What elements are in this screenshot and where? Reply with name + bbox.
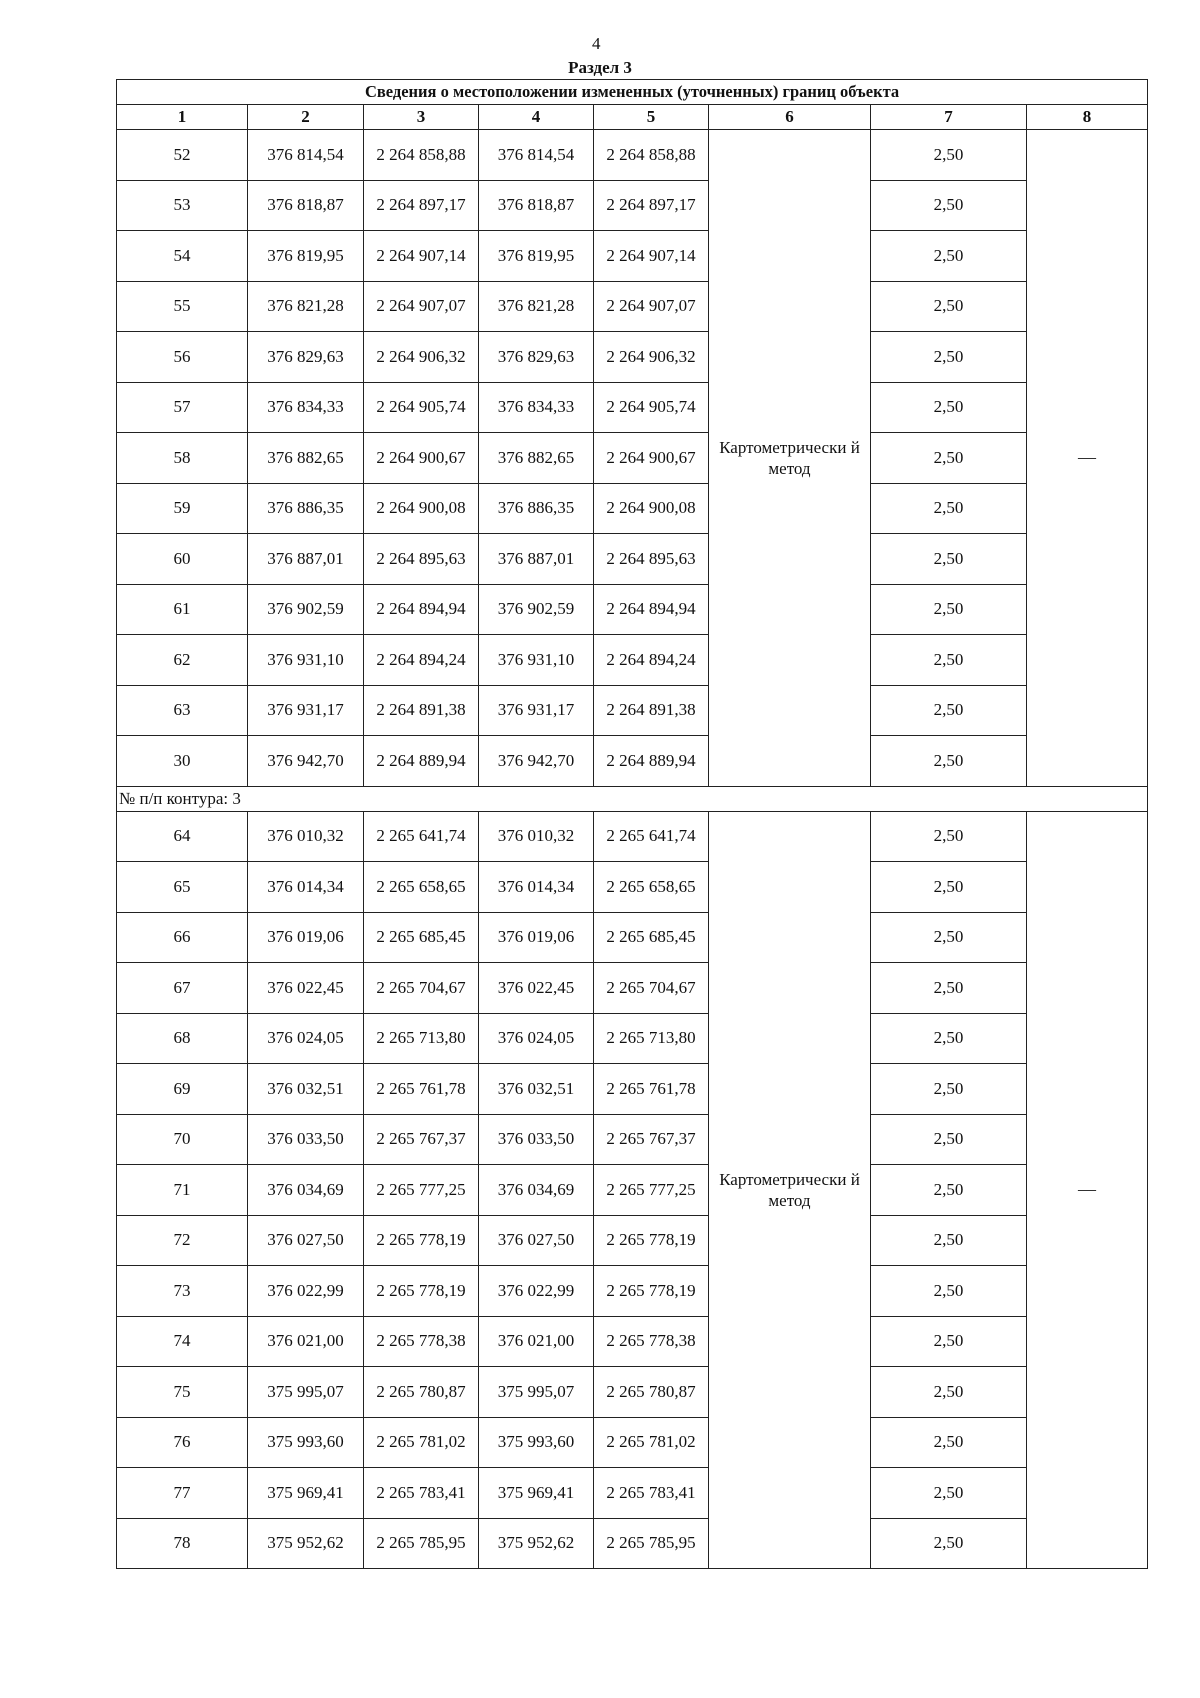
x-new-cell: 376 821,28 — [479, 281, 594, 332]
y-new-cell: 2 265 685,45 — [594, 912, 709, 963]
x-new-cell: 376 019,06 — [479, 912, 594, 963]
x-old-cell: 376 834,33 — [248, 382, 364, 433]
y-new-cell: 2 264 906,32 — [594, 332, 709, 383]
x-new-cell: 376 034,69 — [479, 1165, 594, 1216]
y-new-cell: 2 265 780,87 — [594, 1367, 709, 1418]
x-new-cell: 376 834,33 — [479, 382, 594, 433]
table-row — [117, 1266, 1148, 1317]
y-new-cell: 2 264 894,94 — [594, 584, 709, 635]
x-new-cell: 375 995,07 — [479, 1367, 594, 1418]
point-number-cell: 66 — [117, 912, 248, 963]
accuracy-cell: 2,50 — [871, 382, 1027, 433]
x-new-cell: 376 902,59 — [479, 584, 594, 635]
accuracy-cell: 2,50 — [871, 1518, 1027, 1569]
accuracy-cell: 2,50 — [871, 180, 1027, 231]
y-old-cell: 2 264 894,94 — [364, 584, 479, 635]
point-number-cell: 62 — [117, 635, 248, 686]
accuracy-cell: 2,50 — [871, 1165, 1027, 1216]
x-old-cell: 376 024,05 — [248, 1013, 364, 1064]
x-old-cell: 375 969,41 — [248, 1468, 364, 1519]
column-number: 8 — [1027, 105, 1148, 130]
table-row — [117, 736, 1148, 787]
y-old-cell: 2 264 894,24 — [364, 635, 479, 686]
x-old-cell: 376 010,32 — [248, 811, 364, 862]
table-row — [117, 685, 1148, 736]
x-new-cell: 375 952,62 — [479, 1518, 594, 1569]
x-old-cell: 375 995,07 — [248, 1367, 364, 1418]
y-new-cell: 2 265 761,78 — [594, 1064, 709, 1115]
y-new-cell: 2 265 767,37 — [594, 1114, 709, 1165]
x-old-cell: 376 887,01 — [248, 534, 364, 585]
y-new-cell: 2 265 781,02 — [594, 1417, 709, 1468]
y-new-cell: 2 265 641,74 — [594, 811, 709, 862]
accuracy-cell: 2,50 — [871, 130, 1027, 181]
point-number-cell: 77 — [117, 1468, 248, 1519]
table-caption: Сведения о местоположении измененных (уточненных) границ объекта — [117, 80, 1148, 105]
point-number-cell: 72 — [117, 1215, 248, 1266]
y-old-cell: 2 265 778,38 — [364, 1316, 479, 1367]
y-old-cell: 2 264 900,08 — [364, 483, 479, 534]
accuracy-cell: 2,50 — [871, 1266, 1027, 1317]
x-old-cell: 376 019,06 — [248, 912, 364, 963]
point-number-cell: 52 — [117, 130, 248, 181]
table-row — [117, 1468, 1148, 1519]
table-row — [117, 1417, 1148, 1468]
x-new-cell: 376 014,34 — [479, 862, 594, 913]
x-old-cell: 376 021,00 — [248, 1316, 364, 1367]
x-old-cell: 376 033,50 — [248, 1114, 364, 1165]
x-old-cell: 376 814,54 — [248, 130, 364, 181]
x-old-cell: 375 993,60 — [248, 1417, 364, 1468]
x-new-cell: 376 819,95 — [479, 231, 594, 282]
table-row — [117, 1064, 1148, 1115]
point-number-cell: 65 — [117, 862, 248, 913]
column-number: 4 — [479, 105, 594, 130]
column-number: 7 — [871, 105, 1027, 130]
column-number: 3 — [364, 105, 479, 130]
table-row — [117, 382, 1148, 433]
x-old-cell: 376 014,34 — [248, 862, 364, 913]
x-old-cell: 376 818,87 — [248, 180, 364, 231]
table-row — [117, 130, 1148, 181]
y-old-cell: 2 264 905,74 — [364, 382, 479, 433]
boundary-coordinates-table — [116, 79, 1148, 1569]
x-new-cell: 376 021,00 — [479, 1316, 594, 1367]
accuracy-cell: 2,50 — [871, 231, 1027, 282]
x-old-cell: 376 022,45 — [248, 963, 364, 1014]
table-row — [117, 1215, 1148, 1266]
y-old-cell: 2 264 897,17 — [364, 180, 479, 231]
accuracy-cell: 2,50 — [871, 1215, 1027, 1266]
x-old-cell: 376 886,35 — [248, 483, 364, 534]
point-number-cell: 73 — [117, 1266, 248, 1317]
point-number-cell: 75 — [117, 1367, 248, 1418]
point-number-cell: 64 — [117, 811, 248, 862]
point-number-cell: 56 — [117, 332, 248, 383]
x-old-cell: 375 952,62 — [248, 1518, 364, 1569]
y-new-cell: 2 265 778,38 — [594, 1316, 709, 1367]
y-old-cell: 2 264 907,14 — [364, 231, 479, 282]
y-old-cell: 2 265 777,25 — [364, 1165, 479, 1216]
x-old-cell: 376 022,99 — [248, 1266, 364, 1317]
column-number: 5 — [594, 105, 709, 130]
accuracy-cell: 2,50 — [871, 483, 1027, 534]
y-old-cell: 2 265 778,19 — [364, 1266, 479, 1317]
table-row — [117, 483, 1148, 534]
point-number-cell: 53 — [117, 180, 248, 231]
y-old-cell: 2 265 685,45 — [364, 912, 479, 963]
y-old-cell: 2 265 767,37 — [364, 1114, 479, 1165]
x-new-cell: 376 931,10 — [479, 635, 594, 686]
table-row — [117, 1367, 1148, 1418]
y-new-cell: 2 264 907,07 — [594, 281, 709, 332]
point-number-cell: 78 — [117, 1518, 248, 1569]
table-row — [117, 433, 1148, 484]
y-new-cell: 2 264 900,08 — [594, 483, 709, 534]
note-cell: — — [1027, 811, 1148, 1569]
accuracy-cell: 2,50 — [871, 685, 1027, 736]
x-new-cell: 376 818,87 — [479, 180, 594, 231]
x-old-cell: 376 032,51 — [248, 1064, 364, 1115]
x-old-cell: 376 931,17 — [248, 685, 364, 736]
x-old-cell: 376 931,10 — [248, 635, 364, 686]
point-number-cell: 57 — [117, 382, 248, 433]
y-new-cell: 2 265 783,41 — [594, 1468, 709, 1519]
x-new-cell: 376 942,70 — [479, 736, 594, 787]
x-old-cell: 376 882,65 — [248, 433, 364, 484]
y-old-cell: 2 264 900,67 — [364, 433, 479, 484]
y-old-cell: 2 264 895,63 — [364, 534, 479, 585]
y-new-cell: 2 264 907,14 — [594, 231, 709, 282]
point-number-cell: 69 — [117, 1064, 248, 1115]
y-new-cell: 2 265 785,95 — [594, 1518, 709, 1569]
accuracy-cell: 2,50 — [871, 584, 1027, 635]
x-new-cell: 375 993,60 — [479, 1417, 594, 1468]
x-new-cell: 376 931,17 — [479, 685, 594, 736]
x-new-cell: 376 027,50 — [479, 1215, 594, 1266]
accuracy-cell: 2,50 — [871, 736, 1027, 787]
point-number-cell: 60 — [117, 534, 248, 585]
table-row — [117, 1114, 1148, 1165]
point-number-cell: 70 — [117, 1114, 248, 1165]
x-new-cell: 376 033,50 — [479, 1114, 594, 1165]
point-number-cell: 58 — [117, 433, 248, 484]
y-new-cell: 2 265 713,80 — [594, 1013, 709, 1064]
table-body — [117, 130, 1148, 1569]
accuracy-cell: 2,50 — [871, 635, 1027, 686]
y-new-cell: 2 264 894,24 — [594, 635, 709, 686]
table-caption-row — [117, 80, 1148, 105]
x-new-cell: 376 022,45 — [479, 963, 594, 1014]
y-new-cell: 2 265 704,67 — [594, 963, 709, 1014]
column-number: 2 — [248, 105, 364, 130]
y-old-cell: 2 265 785,95 — [364, 1518, 479, 1569]
column-number-row — [117, 105, 1148, 130]
y-new-cell: 2 264 858,88 — [594, 130, 709, 181]
y-old-cell: 2 265 781,02 — [364, 1417, 479, 1468]
y-old-cell: 2 264 906,32 — [364, 332, 479, 383]
point-number-cell: 54 — [117, 231, 248, 282]
table-row — [117, 584, 1148, 635]
point-number-cell: 76 — [117, 1417, 248, 1468]
x-new-cell: 376 024,05 — [479, 1013, 594, 1064]
table-row — [117, 180, 1148, 231]
accuracy-cell: 2,50 — [871, 332, 1027, 383]
accuracy-cell: 2,50 — [871, 1417, 1027, 1468]
x-old-cell: 376 819,95 — [248, 231, 364, 282]
accuracy-cell: 2,50 — [871, 1064, 1027, 1115]
y-old-cell: 2 265 780,87 — [364, 1367, 479, 1418]
y-old-cell: 2 265 778,19 — [364, 1215, 479, 1266]
y-new-cell: 2 264 900,67 — [594, 433, 709, 484]
accuracy-cell: 2,50 — [871, 1468, 1027, 1519]
accuracy-cell: 2,50 — [871, 811, 1027, 862]
point-number-cell: 67 — [117, 963, 248, 1014]
contour-label: № п/п контура: 3 — [117, 786, 1148, 811]
table-row — [117, 332, 1148, 383]
x-new-cell: 376 887,01 — [479, 534, 594, 585]
y-new-cell: 2 265 778,19 — [594, 1266, 709, 1317]
table-row — [117, 912, 1148, 963]
table-row — [117, 1518, 1148, 1569]
x-new-cell: 376 882,65 — [479, 433, 594, 484]
point-number-cell: 63 — [117, 685, 248, 736]
accuracy-cell: 2,50 — [871, 1316, 1027, 1367]
method-cell: Картометрически й метод — [709, 130, 871, 787]
point-number-cell: 74 — [117, 1316, 248, 1367]
y-old-cell: 2 264 907,07 — [364, 281, 479, 332]
x-new-cell: 376 814,54 — [479, 130, 594, 181]
y-new-cell: 2 264 891,38 — [594, 685, 709, 736]
x-new-cell: 376 886,35 — [479, 483, 594, 534]
accuracy-cell: 2,50 — [871, 1114, 1027, 1165]
accuracy-cell: 2,50 — [871, 1013, 1027, 1064]
section-title: Раздел 3 — [568, 58, 632, 77]
accuracy-cell: 2,50 — [871, 281, 1027, 332]
column-number: 6 — [709, 105, 871, 130]
y-new-cell: 2 264 905,74 — [594, 382, 709, 433]
table-row — [117, 1316, 1148, 1367]
point-number-cell: 68 — [117, 1013, 248, 1064]
x-old-cell: 376 821,28 — [248, 281, 364, 332]
point-number-cell: 61 — [117, 584, 248, 635]
table-row — [117, 1165, 1148, 1216]
point-number-cell: 71 — [117, 1165, 248, 1216]
y-new-cell: 2 265 777,25 — [594, 1165, 709, 1216]
y-new-cell: 2 265 658,65 — [594, 862, 709, 913]
y-old-cell: 2 264 889,94 — [364, 736, 479, 787]
table-row — [117, 231, 1148, 282]
note-cell: — — [1027, 130, 1148, 787]
accuracy-cell: 2,50 — [871, 963, 1027, 1014]
y-old-cell: 2 265 761,78 — [364, 1064, 479, 1115]
y-old-cell: 2 265 713,80 — [364, 1013, 479, 1064]
point-number-cell: 59 — [117, 483, 248, 534]
x-old-cell: 376 034,69 — [248, 1165, 364, 1216]
x-new-cell: 376 829,63 — [479, 332, 594, 383]
point-number-cell: 55 — [117, 281, 248, 332]
y-old-cell: 2 265 641,74 — [364, 811, 479, 862]
table-row — [117, 534, 1148, 585]
accuracy-cell: 2,50 — [871, 912, 1027, 963]
x-old-cell: 376 902,59 — [248, 584, 364, 635]
y-old-cell: 2 264 891,38 — [364, 685, 479, 736]
x-old-cell: 376 942,70 — [248, 736, 364, 787]
table-row — [117, 862, 1148, 913]
x-new-cell: 375 969,41 — [479, 1468, 594, 1519]
y-old-cell: 2 264 858,88 — [364, 130, 479, 181]
accuracy-cell: 2,50 — [871, 862, 1027, 913]
column-number: 1 — [117, 105, 248, 130]
y-old-cell: 2 265 704,67 — [364, 963, 479, 1014]
y-old-cell: 2 265 658,65 — [364, 862, 479, 913]
y-new-cell: 2 264 895,63 — [594, 534, 709, 585]
point-number-cell: 30 — [117, 736, 248, 787]
table-row — [117, 635, 1148, 686]
x-new-cell: 376 032,51 — [479, 1064, 594, 1115]
y-new-cell: 2 264 897,17 — [594, 180, 709, 231]
y-old-cell: 2 265 783,41 — [364, 1468, 479, 1519]
y-new-cell: 2 265 778,19 — [594, 1215, 709, 1266]
contour-row — [117, 786, 1148, 811]
accuracy-cell: 2,50 — [871, 1367, 1027, 1418]
accuracy-cell: 2,50 — [871, 534, 1027, 585]
table-row — [117, 811, 1148, 862]
x-new-cell: 376 010,32 — [479, 811, 594, 862]
table-row — [117, 963, 1148, 1014]
table-row — [117, 281, 1148, 332]
x-new-cell: 376 022,99 — [479, 1266, 594, 1317]
method-cell: Картометрически й метод — [709, 811, 871, 1569]
table-row — [117, 1013, 1148, 1064]
accuracy-cell: 2,50 — [871, 433, 1027, 484]
y-new-cell: 2 264 889,94 — [594, 736, 709, 787]
x-old-cell: 376 829,63 — [248, 332, 364, 383]
x-old-cell: 376 027,50 — [248, 1215, 364, 1266]
